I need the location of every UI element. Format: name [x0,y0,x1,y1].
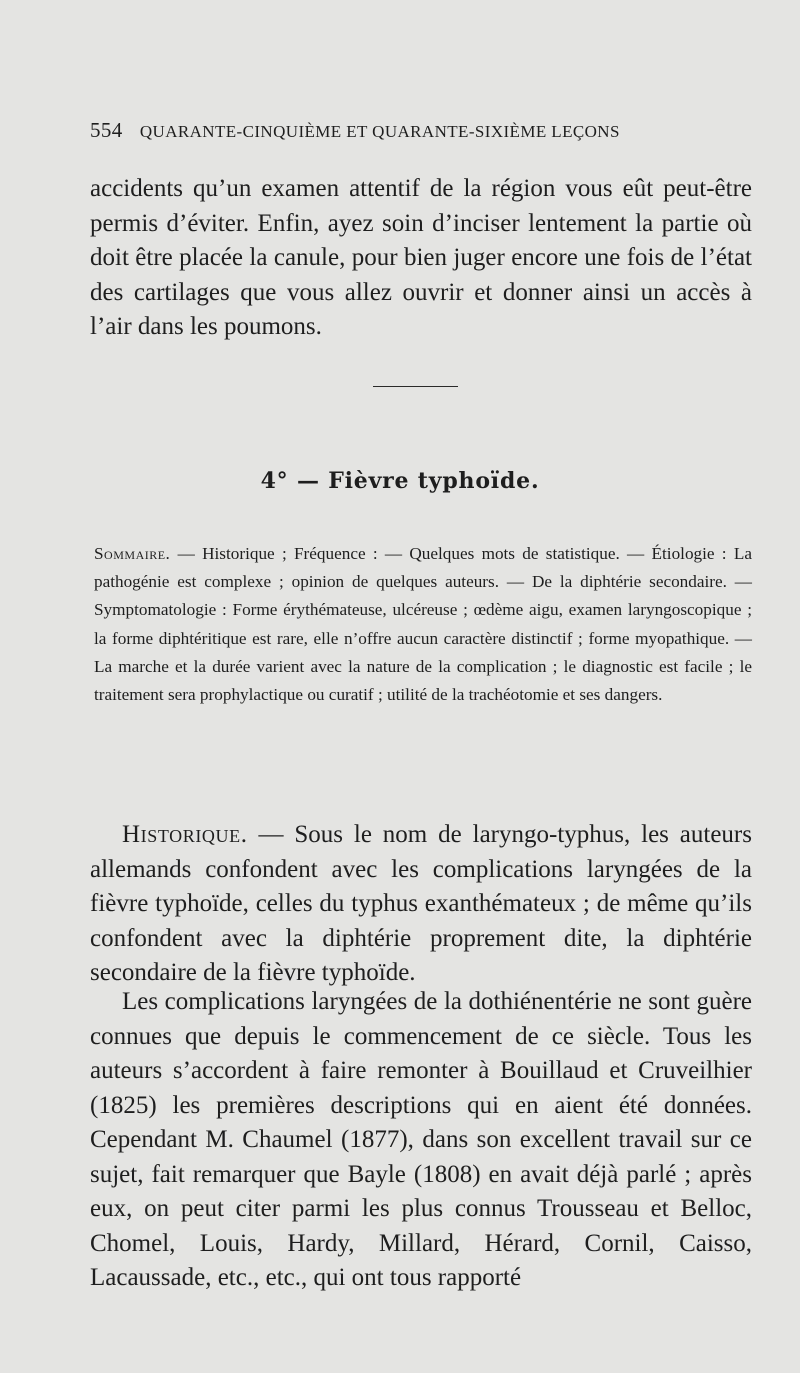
historique-paragraph [90,818,752,991]
continued-paragraph-text: accidents qu’un examen attentif de la région vous eût peut-être permis d’éviter. Enfin, ayez soin d’inciser lentement la partie où doit être placée la canule, pour bien juger encore une fois de l’état des cartilages que vous allez ouvrir et donner ainsi un accès à l’air dans les poumons. [90,175,752,340]
continued-paragraph [90,172,752,345]
historique-lead: Historique. [122,821,248,848]
page-number: 554 [90,118,123,142]
history-paragraph [90,985,752,1296]
historique-text: — Sous le nom de laryngo-typhus, les auteurs allemands confondent avec les complications laryngées de la fièvre typhoïde, celles du typhus exanthémateux ; de même qu’ils confondent avec la diphtérie proprement dite, la diphtérie secondaire de la fièvre typhoïde. [90,821,752,986]
history-paragraph-text: Les complications laryngées de la dothiénentérie ne sont guère connues que depuis le commencement de ce siècle. Tous les auteurs s’accordent à faire remonter à Bouillaud et Cruveilhier (1825) les premières descriptions qui en aient été données. Cependant M. Chaumel (1877), dans son excellent travail sur ce sujet, fait remarquer que Bayle (1808) en avait déjà parlé ; après eux, on peut citer parmi les plus connus Trousseau et Belloc, Chomel, Louis, Hardy, Millard, Hérard, Cornil, Caisso, Lacaussade, etc., etc., qui ont tous rapporté [90,988,752,1291]
section-title: 4° — Fièvre typhoïde. [260,468,540,494]
running-title: QUARANTE-CINQUIÈME ET QUARANTE-SIXIÈME LEÇONS [139,122,620,141]
section-divider [373,386,458,387]
summary-text: — Historique ; Fréquence : — Quelques mots de statistique. — Étiologie : La pathogénie est complexe ; opinion de quelques auteurs. — De la diphtérie secondaire. — Symptomatologie : Forme érythémateuse, ulcéreuse ; œdème aigu, examen laryngoscopique ; la forme diphtéritique est rare, elle n’offre aucun caractère distinctif ; forme myopathique. — La marche et la durée varient avec la nature de la complication ; le diagnostic est facile ; le traitement sera prophylactique ou curatif ; utilité de la trachéotomie et ses dangers. [94,544,752,705]
page-header [90,118,710,143]
summary-lead: Sommaire. [94,544,171,563]
summary-block [94,540,752,709]
